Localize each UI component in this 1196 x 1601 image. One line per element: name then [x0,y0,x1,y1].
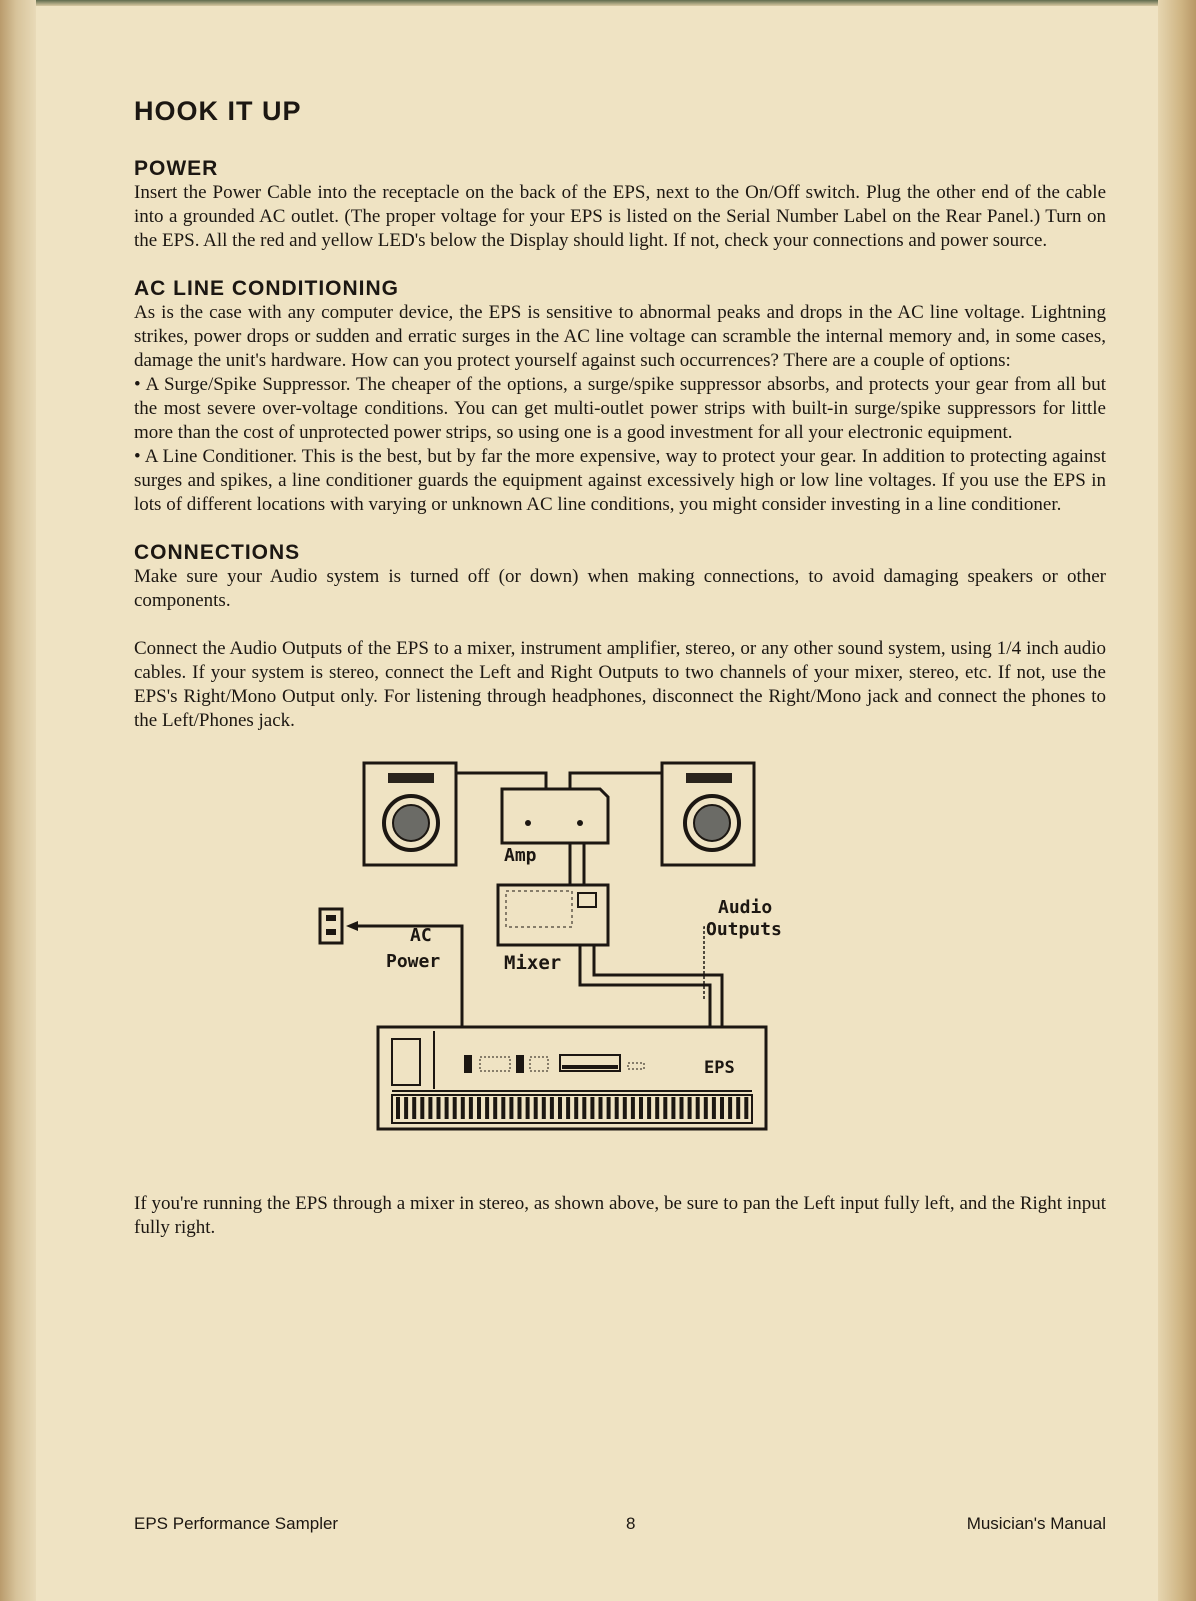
amp-icon [502,789,608,843]
page-footer [134,1514,1106,1536]
power-label: Power [386,951,441,972]
manual-page [134,96,1106,1240]
bullet-paragraph: • A Line Conditioner. This is the best, but by far the more expensive, way to protect your gear. In addition to protecting against surges and spikes, a line conditioner guards the equipment against excessively high or low line voltages. If you use the EPS in lots of different locations with varying or unknown AC line conditions, you might consider investing in a line conditioner. [134,446,1106,515]
page-title: HOOK IT UP [134,96,302,126]
paragraph: Insert the Power Cable into the receptacle on the back of the EPS, next to the On/Off switch. Plug the other end of the cable into a grounded AC outlet. (The proper voltage for your EPS is listed on the Serial Number Label on the Rear Panel.) Turn on the EPS. All the red and yellow LED's below the Display should light. If not, check your connections and power source. [134,182,1106,251]
left-speaker-icon [364,763,456,865]
closing-paragraph: If you're running the EPS through a mixer in stereo, as shown above, be sure to pan the Left input fully left, and the Right input fully right. [134,1193,1106,1238]
eps-keyboard-icon [378,1027,766,1129]
footer-book-title: EPS Performance Sampler [134,1514,339,1533]
footer-manual-title: Musician's Manual [966,1514,1106,1533]
page-top-edge [0,0,1196,6]
mixer-label: Mixer [504,952,562,974]
section-heading: CONNECTIONS [134,541,301,564]
page-binding-edge [0,0,36,1601]
section-ac-line-conditioning [134,277,1106,517]
ac-outlet-icon [320,909,342,943]
paragraph: Make sure your Audio system is turned off (or down) when making connections, to avoid damaging speakers or other components. [134,566,1106,611]
amp-label: Amp [504,845,537,866]
ac-label: AC [410,925,432,946]
section-power [134,157,1106,253]
paragraph: Connect the Audio Outputs of the EPS to a mixer, instrument amplifier, stereo, or any other sound system, using 1/4 inch audio cables. If your system is stereo, connect the Left and Right Outputs to two channels of your mixer, stereo, etc. If not, use the EPS's Right/Mono Output only. For listening through headphones, disconnect the Right/Mono jack and connect the phones to the Left/Phones jack. [134,638,1106,731]
right-speaker-icon [662,763,754,865]
eps-label: EPS [704,1058,735,1078]
section-heading: POWER [134,157,219,180]
hookup-diagram [134,751,1106,1181]
page-right-edge [1158,0,1196,1601]
page-number: 8 [626,1514,636,1533]
outputs-label: Outputs [706,919,782,940]
bullet-paragraph: • A Surge/Spike Suppressor. The cheaper of the options, a surge/spike suppressor absorbs, and protects your gear from all but the most severe over-voltage conditions. You can get multi-outlet power strips with built-in surge/spike suppressors for little more than the cost of unprotected power strips, so using one is a good investment for all your electronic equipment. [134,374,1106,443]
mixer-icon [498,885,608,945]
section-heading: AC LINE CONDITIONING [134,277,399,300]
paragraph: As is the case with any computer device, the EPS is sensitive to abnormal peaks and drops in the AC line voltage. Lightning strikes, power drops or sudden and erratic surges in the AC line voltage can scramble the internal memory and, in some cases, damage the unit's hardware. How can you protect yourself against such occurrences? There are a couple of options: [134,302,1106,371]
audio-label: Audio [718,897,773,918]
section-connections [134,541,1106,733]
